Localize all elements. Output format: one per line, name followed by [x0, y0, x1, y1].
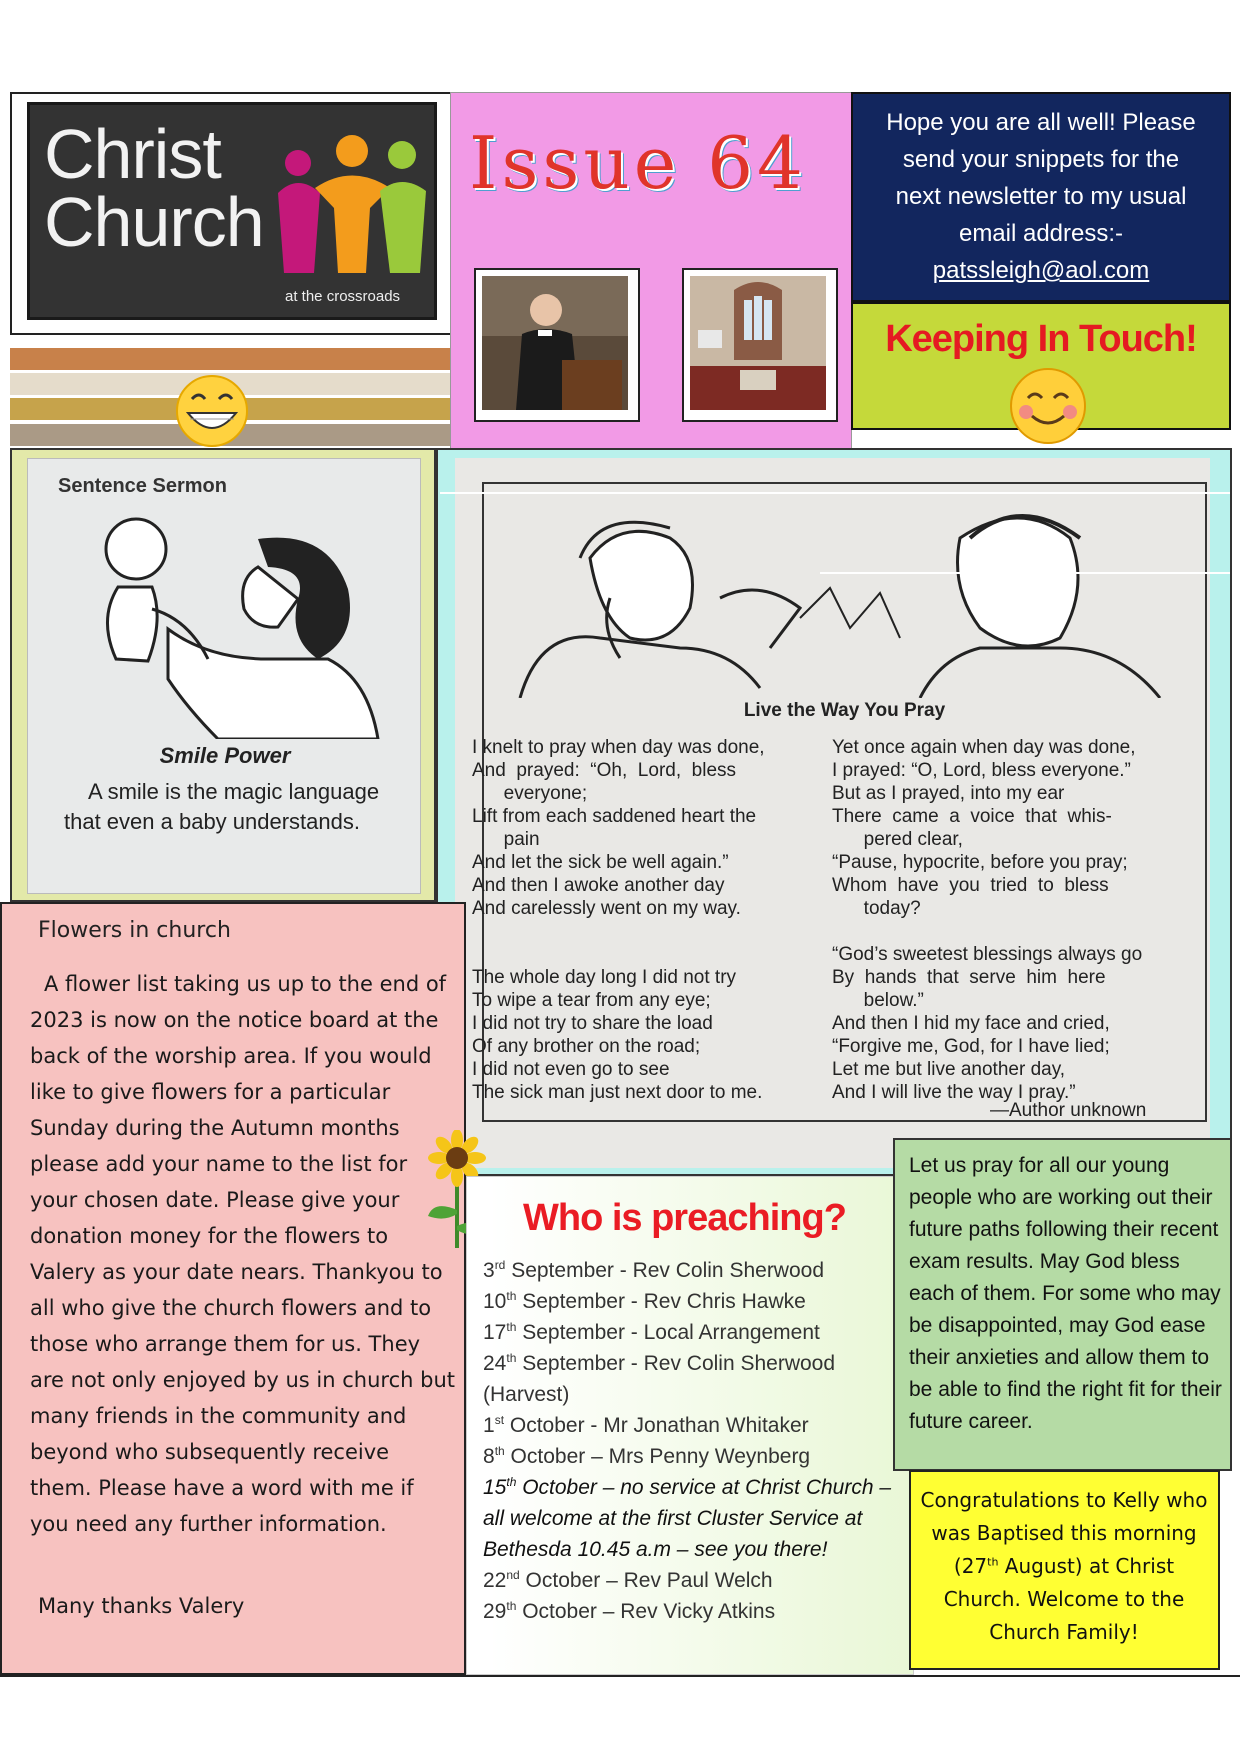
preaching-item: 8th October – Mrs Penny Weynberg — [483, 1444, 811, 1468]
keeping-in-touch-title: Keeping In Touch! — [885, 318, 1197, 360]
preaching-item-special: 15th October – no service at Christ Church – all welcome at the first Cluster Service at Bethesda 10.45 a.m – see you there! — [483, 1475, 892, 1561]
preaching-item: 10th September - Rev Chris Hawke — [483, 1289, 806, 1313]
divider-line — [820, 572, 1230, 574]
flowers-heading: Flowers in church — [38, 918, 231, 943]
notice-line: send your snippets for the — [902, 146, 1180, 173]
flowers-thanks: Many thanks Valery — [38, 1594, 245, 1618]
preaching-item: 3rd September - Rev Colin Sherwood — [483, 1258, 825, 1282]
flowers-body-text: A flower list taking us up to the end of 2023 is now on the notice board at the back of the worship area. If you would like to give flowers for a particular Sunday during the Autumn months please add your name to the list for your chosen date. Please give your donation money for the flowers to Valery as your date nears. Thankyou to all who give the church flowers and to those who arrange them for us. They are not only enjoyed by us in church but many friends in the community and beyond who subsequently receive them. Please have a word with me if you need any further information. — [30, 972, 455, 1536]
preaching-title: Who is preaching? — [523, 1197, 846, 1239]
prayer-panel — [893, 1138, 1232, 1471]
decorative-stripe — [10, 348, 452, 370]
notice-line: email address:- — [958, 220, 1124, 247]
divider-line — [440, 492, 1230, 494]
logo-word-church: Church — [44, 183, 264, 261]
preaching-panel — [466, 1176, 914, 1675]
issue-title: Issue 64 — [469, 121, 807, 205]
church-interior-photo — [682, 268, 838, 422]
preaching-list — [483, 1255, 903, 1627]
preaching-item: 17th September - Local Arrangement — [483, 1320, 820, 1344]
poem-right-column: Yet once again when day was done, I prayed: “O, Lord, bless everyone.” But as I prayed, into my ear There came a voice that whis- pered clear, “Pause, hypocrite, before you pray; Whom have you tried to bless today? “God’s sweetest blessings always go By hands that serve him here below.” And then I hid my face and cried, “Forgive me, God, for I have lied; Let me but live another day, And I will live the way I pray.” — [832, 737, 1143, 1103]
preaching-item: 1st October - Mr Jonathan Whitaker — [483, 1413, 809, 1437]
notice-line: next newsletter to my usual — [895, 183, 1187, 210]
sermon-caption-title: Smile Power — [159, 743, 291, 768]
sermon-caption-line: A smile is the magic language — [88, 779, 380, 804]
preaching-item: 24th September - Rev Colin Sherwood (Harvest) — [483, 1351, 836, 1406]
poem-author: —Author unknown — [990, 1100, 1147, 1121]
email-link[interactable]: patssleigh@aol.com — [932, 257, 1150, 284]
people-figures-icon — [270, 133, 430, 283]
issue-panel — [450, 92, 852, 450]
contact-notice — [851, 92, 1231, 302]
preaching-item: 29th October – Rev Vicky Atkins — [483, 1599, 776, 1623]
sermon-caption-line: that even a baby understands. — [64, 809, 360, 834]
sentence-sermon-card — [27, 458, 421, 894]
logo-word-christ: Christ — [44, 115, 221, 193]
congratulations-text: Congratulations to Kelly who was Baptised this morning (27th August) at Christ Church. Welcome to the Church Family! — [920, 1488, 1208, 1644]
page-bottom-rule — [0, 1675, 1240, 1677]
congratulations-panel — [909, 1470, 1220, 1670]
mother-baby-illustration — [68, 509, 388, 739]
praying-men-illustration — [500, 498, 1190, 698]
grinning-face-icon — [174, 373, 250, 449]
flowers-panel — [0, 902, 466, 1675]
prayer-text: Let us pray for all our young people who are working out their future paths following their recent exam results. May God bless each of them. For some who may be disappointed, may God ease their anxieties and allow them to be able to find the right fit for their future career. — [909, 1154, 1222, 1433]
poem-left-column: I knelt to pray when day was done, And prayed: “Oh, Lord, bless everyone; Lift from each saddened heart the pain And let the sick be well again.” And then I awoke another day And carelessly went on my way. The whole day long I did not try To wipe a tear from any eye; I did not try to share the load Of any brother on the road; I did not even go to see The sick man just next door to me. — [472, 737, 765, 1103]
minister-photo — [474, 268, 640, 422]
poem-title: Live the Way You Pray — [743, 700, 946, 721]
smiling-face-icon — [1008, 366, 1088, 446]
preaching-item: 22nd October – Rev Paul Welch — [483, 1568, 773, 1592]
logo-tagline: at the crossroads — [285, 288, 401, 305]
notice-line: Hope you are all well! Please — [886, 109, 1196, 136]
sermon-heading: Sentence Sermon — [58, 475, 227, 497]
church-logo — [27, 102, 437, 320]
flowers-body — [30, 966, 455, 1542]
